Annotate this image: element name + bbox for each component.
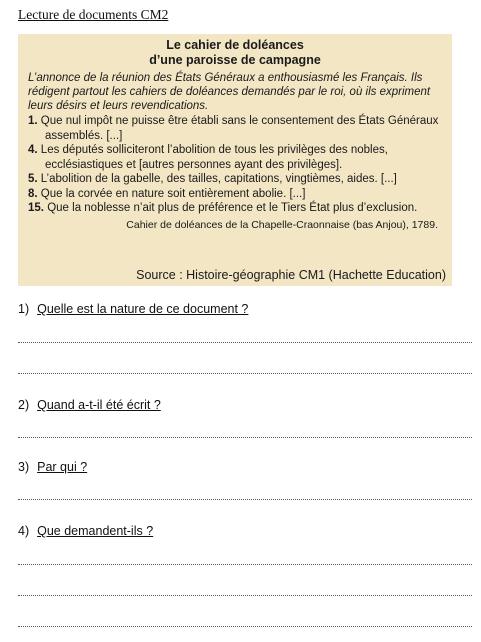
answer-line[interactable] <box>18 564 472 565</box>
document-heading: Le cahier de doléances <box>166 38 304 52</box>
answer-line[interactable] <box>18 342 472 343</box>
question-text: Quand a-t-il été écrit ? <box>37 398 161 412</box>
question-text: Quelle est la nature de ce document ? <box>37 302 249 316</box>
document-source: Source : Histoire-géographie CM1 (Hachette Education) <box>136 268 446 282</box>
question-text: Que demandent-ils ? <box>37 524 154 538</box>
question-3 <box>18 460 87 474</box>
question-number: 4) <box>18 524 30 538</box>
grievance-item: 1. Que nul impôt ne puisse être établi sans le consentement des États Généraux assemblés. [...] <box>28 115 439 142</box>
question-number: 2) <box>18 398 30 412</box>
question-1 <box>18 302 248 316</box>
question-2 <box>18 398 161 412</box>
grievance-item: 5. L’abolition de la gabelle, des tailles, capitations, vingtièmes, aides. [...] <box>28 173 397 185</box>
page-title: Lecture de documents CM2 <box>18 7 169 22</box>
question-text: Par qui ? <box>37 460 88 474</box>
answer-line[interactable] <box>18 626 472 627</box>
document-citation: Cahier de doléances de la Chapelle-Craonnaise (bas Anjou), 1789. <box>126 218 438 231</box>
question-number: 1) <box>18 302 30 316</box>
document-excerpt <box>18 34 452 286</box>
document-subheading: d’une paroisse de campagne <box>149 53 321 67</box>
document-intro: L’annonce de la réunion des États Généraux a enthousiasmé les Français. Ils rédigent partout les cahiers de doléances demandés par le roi, où ils expriment leurs désirs et leurs revendications. <box>28 72 431 112</box>
question-number: 3) <box>18 460 30 474</box>
answer-line[interactable] <box>18 373 472 374</box>
answer-line[interactable] <box>18 595 472 596</box>
answer-line[interactable] <box>18 437 472 438</box>
question-4 <box>18 524 153 538</box>
grievance-item: 8. Que la corvée en nature soit entièrement abolie. [...] <box>28 187 306 200</box>
grievance-item: 4. Les députés solliciteront l’abolition de tous les privilèges des nobles, ecclésiastiques et [autres personnes ayant des privilèges]. <box>28 144 388 171</box>
grievance-item: 15. Que la noblesse n’ait plus de préférence et le Tiers État plus d’exclusion. <box>28 202 418 214</box>
answer-line[interactable] <box>18 499 472 500</box>
grievance-list <box>28 114 442 216</box>
